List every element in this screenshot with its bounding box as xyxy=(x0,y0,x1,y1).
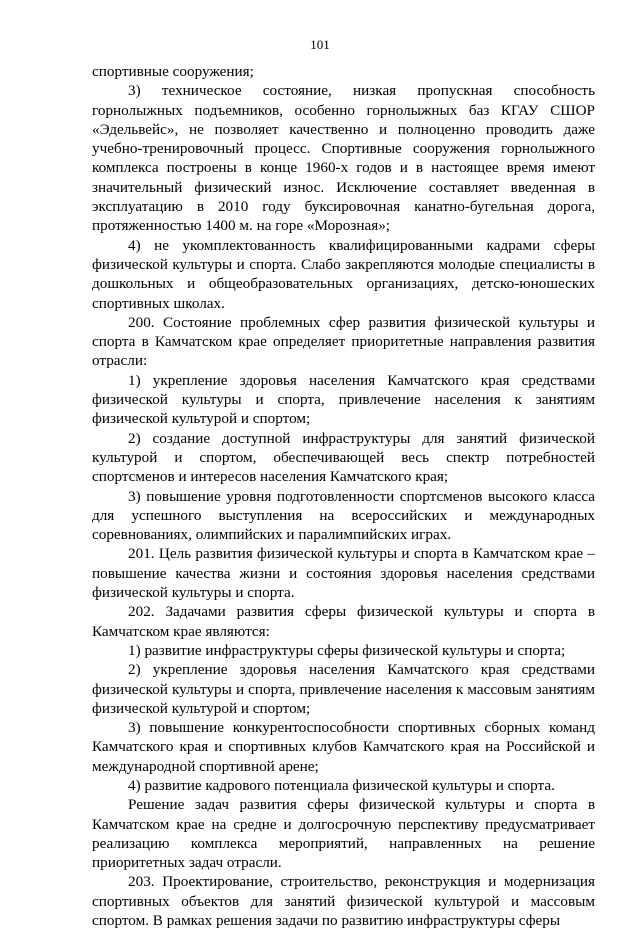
paragraph: 2) создание доступной инфраструктуры для занятий физической культурой и спортом, обеспечивающей весь спектр потребностей спортсменов и интересов населения Камчатского края; xyxy=(92,429,595,486)
paragraph: 202. Задачами развития сферы физической культуры и спорта в Камчатском крае являются: xyxy=(92,603,595,640)
paragraph: спортивные сооружения; xyxy=(92,63,254,80)
paragraph: 1) развитие инфраструктуры сферы физической культуры и спорта; xyxy=(128,641,566,659)
paragraph: 201. Цель развития физической культуры и спорта в Камчатском крае – повышение качества жизни и состояния здоровья населения средствами физической культуры и спорта. xyxy=(92,545,595,602)
page-body xyxy=(92,62,595,930)
paragraph: 3) повышение уровня подготовленности спортсменов высокого класса для успешного выступления на всероссийских и международных соревнованиях, олимпийских и паралимпийских играх. xyxy=(92,487,595,544)
paragraph: 4) развитие кадрового потенциала физической культуры и спорта. xyxy=(128,776,555,794)
paragraph: 1) укрепление здоровья населения Камчатского края средствами физической культуры и спорта, привлечение населения к занятиям физической культурой и спортом; xyxy=(92,371,595,428)
paragraph: 203. Проектирование, строительство, реконструкция и модернизация спортивных объектов для занятий физической культурой и массовым спортом. В рамках решения задачи по развитию инфраструктуры сферы xyxy=(92,873,595,930)
paragraph: 4) не укомплектованность квалифицированными кадрами сферы физической культуры и спорта. Слабо закрепляются молодые специалисты в дошкольных и общеобразовательных организациях, детско-юношеских спортивных школах. xyxy=(92,236,595,312)
paragraph: 3) повышение конкурентоспособности спортивных сборных команд Камчатского края и спортивных клубов Камчатского края на Российской и международной спортивной арене; xyxy=(92,719,595,775)
paragraph: 3) техническое состояние, низкая пропускная способность горнолыжных подъемников, особенно горнолыжных баз КГАУ СШОР «Эдельвейс», не позволяет качественно и полноценно проводить даже учебно-тренировочный процесс. Спортивные сооружения горнолыжного комплекса построены в конце 1960-х годов и в настоящее время имеют значительный физический износ. Исключение составляет введенная в эксплуатацию в 2010 году буксировочная канатно-бугельная дорога, протяженностью 1400 м. на горе «Морозная»; xyxy=(92,82,595,235)
paragraph: Решение задач развития сферы физической культуры и спорта в Камчатском крае на средне и долгосрочную перспективу предусматривает реализацию комплекса мероприятий, направленных на решение приоритетных задач отрасли. xyxy=(92,796,595,872)
page-number: 101 xyxy=(310,37,330,52)
paragraph: 2) укрепление здоровья населения Камчатского края средствами физической культуры и спорта, привлечение населения к массовым занятиям физической культурой и спортом; xyxy=(92,661,595,717)
paragraph: 200. Состояние проблемных сфер развития физической культуры и спорта в Камчатском крае определяет приоритетные направления развития отрасли: xyxy=(92,313,595,370)
